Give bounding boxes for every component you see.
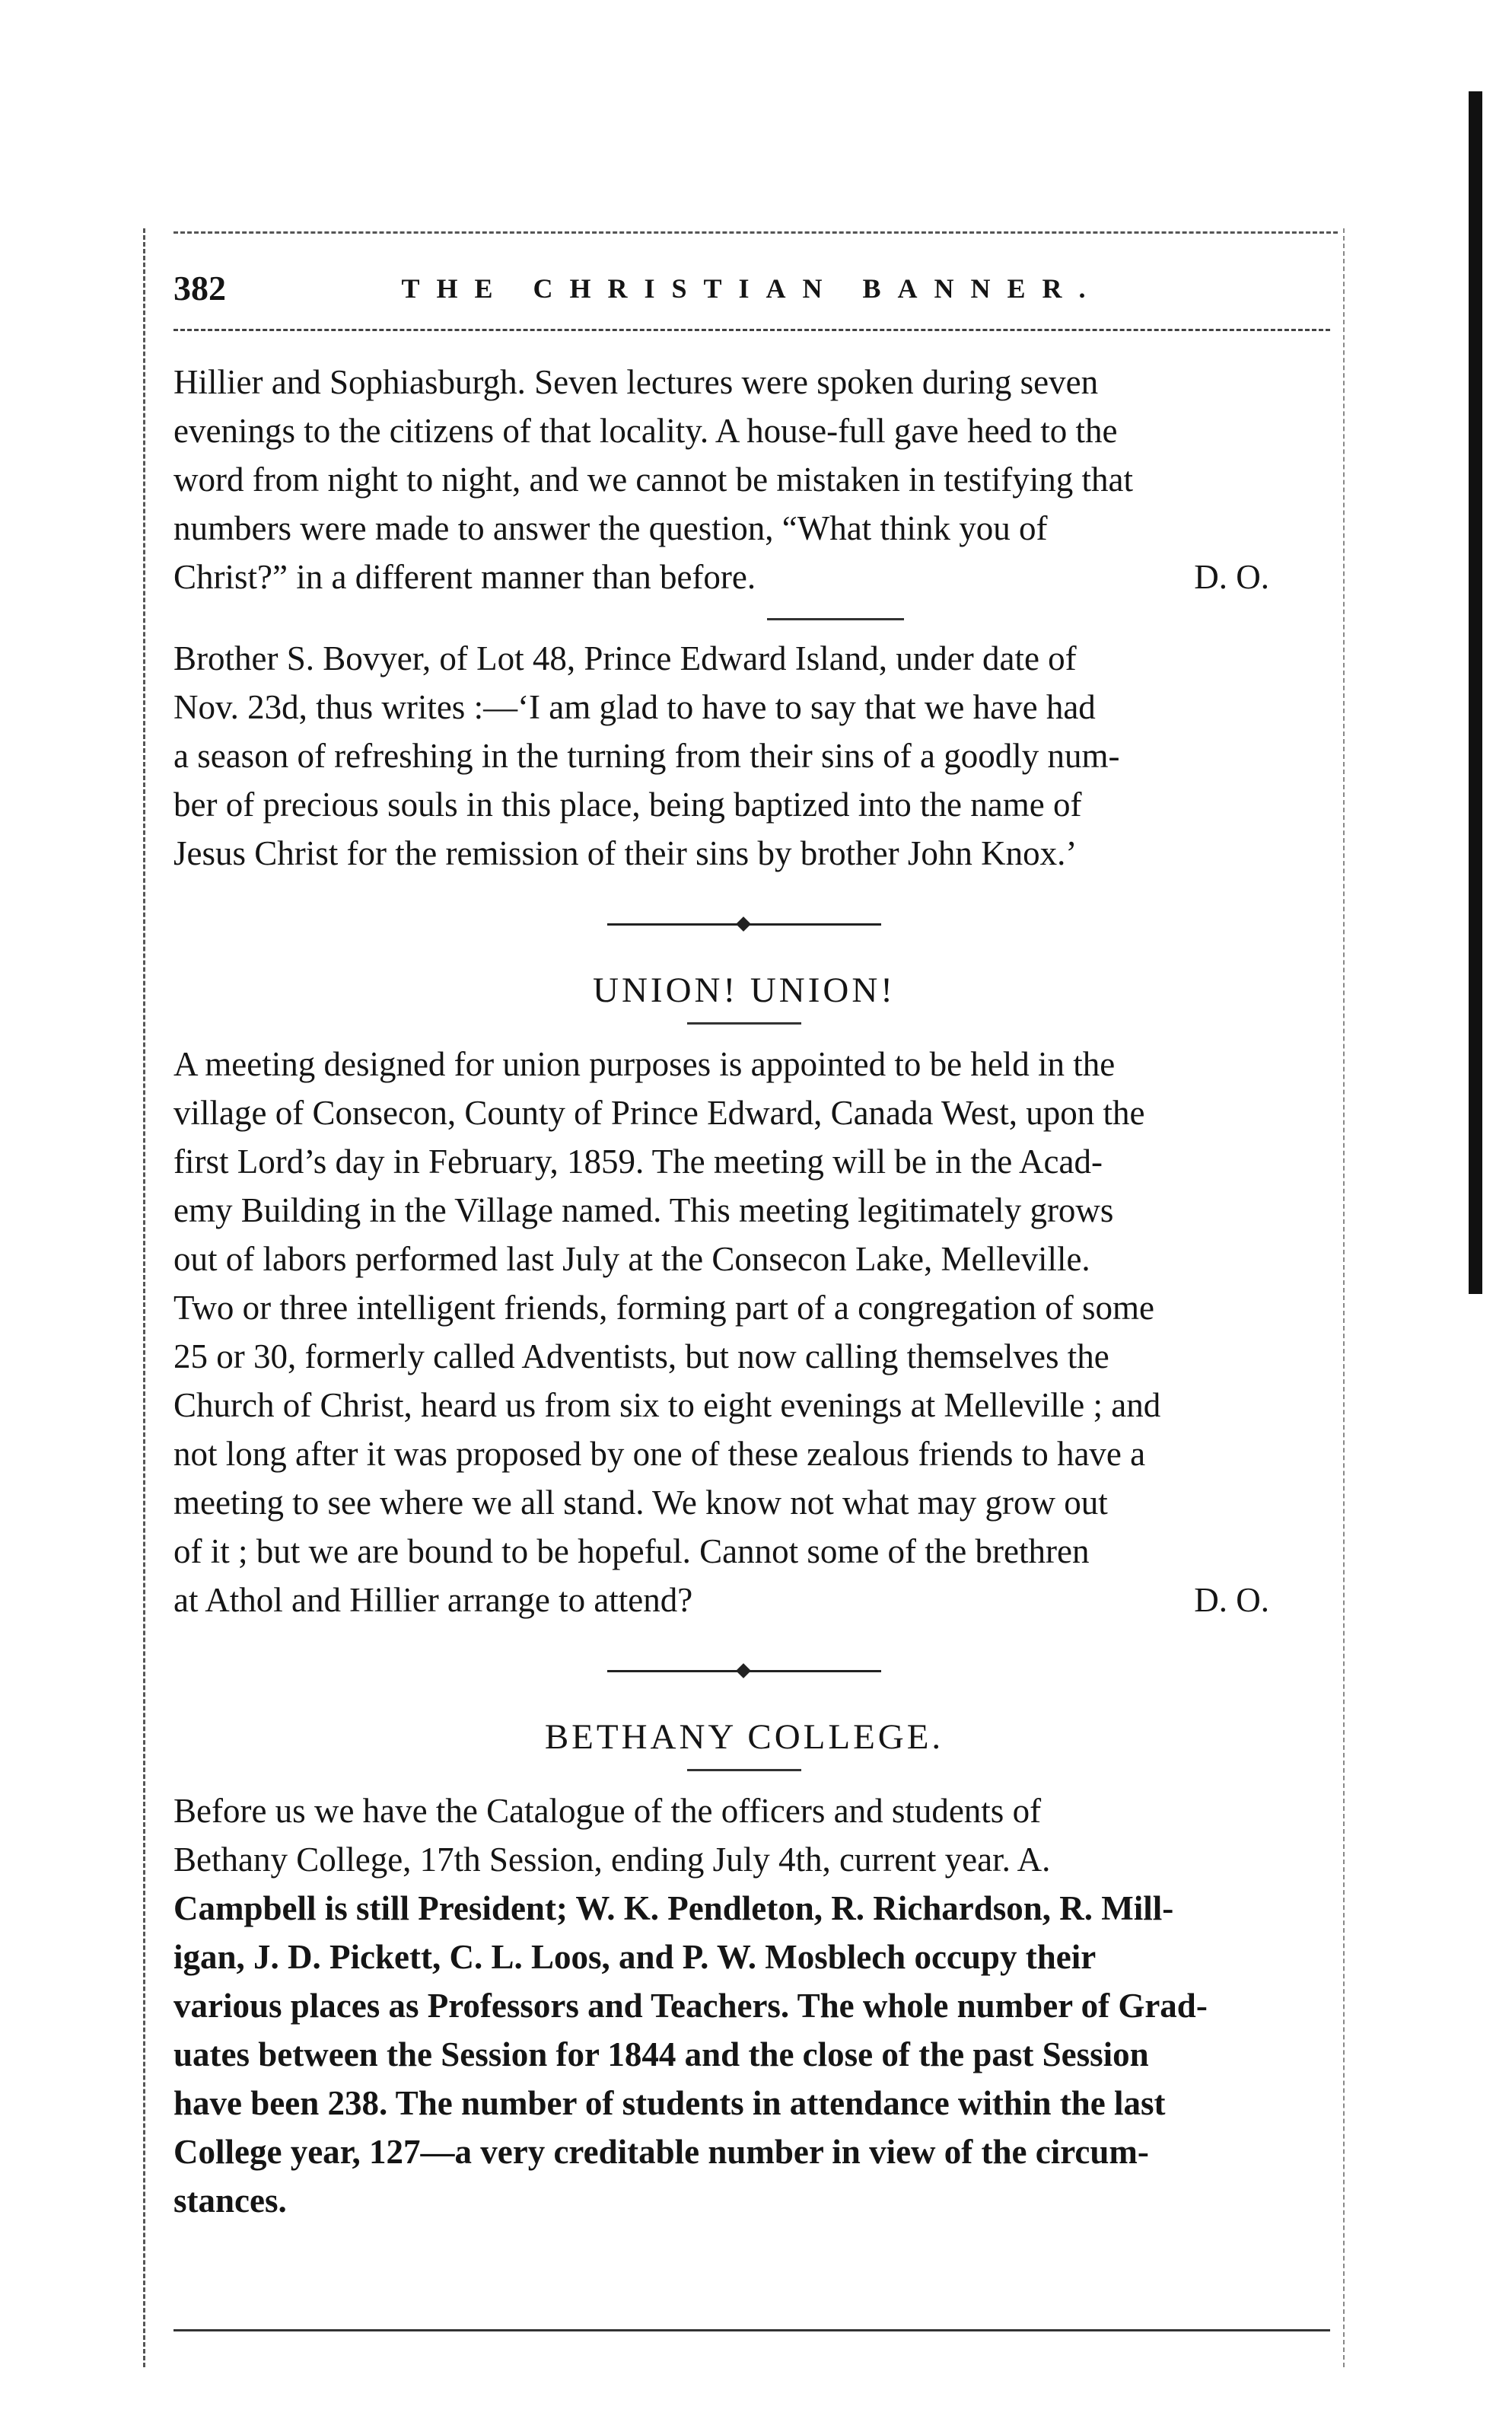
text-line: word from night to night, and we cannot be mistaken in testifying that xyxy=(173,461,1134,499)
signature-line xyxy=(173,1576,1315,1624)
text-line: 25 or 30, formerly called Adventists, but now calling themselves the xyxy=(173,1337,1109,1375)
text-line: Two or three intelligent friends, forming part of a congregation of some xyxy=(173,1289,1154,1327)
text-line: Jesus Christ for the remission of their sins by brother John Knox.’ xyxy=(173,834,1077,872)
top-rule xyxy=(173,231,1338,234)
section-heading: BETHANY COLLEGE. xyxy=(544,1717,944,1757)
text-line: uates between the Session for 1844 and the close of the past Session xyxy=(173,2035,1149,2073)
text-line: a season of refreshing in the turning from their sins of a goodly num- xyxy=(173,737,1120,775)
text-line: ber of precious souls in this place, being baptized into the name of xyxy=(173,786,1082,824)
text-line: evenings to the citizens of that locality. A house-full gave heed to the xyxy=(173,412,1118,450)
text-line: Church of Christ, heard us from six to eight evenings at Melleville ; and xyxy=(173,1386,1161,1424)
bottom-rule xyxy=(173,2329,1330,2331)
text-line: at Athol and Hillier arrange to attend? xyxy=(173,1581,693,1619)
heading-rule xyxy=(687,1022,801,1025)
section-union xyxy=(173,966,1315,1624)
text-line: Nov. 23d, thus writes :—‘I am glad to have to say that we have had xyxy=(173,688,1096,726)
heading-rule xyxy=(687,1769,801,1771)
text-line: Campbell is still President; W. K. Pendleton, R. Richardson, R. Mill- xyxy=(173,1889,1174,1927)
text-line: have been 238. The number of students in attendance within the last xyxy=(173,2084,1166,2122)
text-line: A meeting designed for union purposes is appointed to be held in the xyxy=(173,1045,1116,1083)
text-line: College year, 127—a very creditable number in view of the circum- xyxy=(173,2133,1149,2171)
page-edge-shadow xyxy=(1469,91,1482,1294)
header-rule xyxy=(173,329,1330,331)
text-line: first Lord’s day in February, 1859. The meeting will be in the Acad- xyxy=(173,1143,1103,1181)
signature: D. O. xyxy=(1194,1581,1269,1619)
text-line: Brother S. Bovyer, of Lot 48, Prince Edward Island, under date of xyxy=(173,639,1077,677)
section-ornament xyxy=(607,913,881,935)
text-line: Hillier and Sophiasburgh. Seven lectures were spoken during seven xyxy=(173,363,1099,401)
text-line: Christ?” in a different manner than before. xyxy=(173,558,756,596)
text-line: Bethany College, 17th Session, ending July 4th, current year. A. xyxy=(173,1841,1051,1879)
page-number: 382 xyxy=(173,269,226,308)
text-line: numbers were made to answer the question, “What think you of xyxy=(173,509,1048,547)
text-line: various places as Professors and Teachers. The whole number of Grad- xyxy=(173,1987,1208,2025)
text-line: stances. xyxy=(173,2182,287,2220)
page-content xyxy=(173,358,1315,2225)
running-title: THE CHRISTIAN BANNER. xyxy=(401,273,1103,304)
text-line: village of Consecon, County of Prince Edward, Canada West, upon the xyxy=(173,1094,1145,1132)
text-line: emy Building in the Village named. This meeting legitimately grows xyxy=(173,1191,1114,1229)
text-line: of it ; but we are bound to be hopeful. Cannot some of the brethren xyxy=(173,1532,1090,1570)
section-heading: UNION! UNION! xyxy=(593,970,896,1010)
text-line: meeting to see where we all stand. We know not what may grow out xyxy=(173,1484,1108,1522)
section-hillier xyxy=(173,358,1315,601)
text-line: Before us we have the Catalogue of the officers and students of xyxy=(173,1792,1042,1830)
section-bethany xyxy=(173,1713,1315,2225)
short-divider xyxy=(767,618,904,620)
signature-line xyxy=(173,553,1315,601)
page-header xyxy=(173,259,1330,320)
text-line: out of labors performed last July at the Consecon Lake, Melleville. xyxy=(173,1240,1090,1278)
signature: D. O. xyxy=(1194,558,1269,596)
section-ornament xyxy=(607,1659,881,1682)
text-line: igan, J. D. Pickett, C. L. Loos, and P. W. Mosblech occupy their xyxy=(173,1938,1097,1976)
text-line: not long after it was proposed by one of these zealous friends to have a xyxy=(173,1435,1146,1473)
section-bovyer xyxy=(173,634,1315,878)
